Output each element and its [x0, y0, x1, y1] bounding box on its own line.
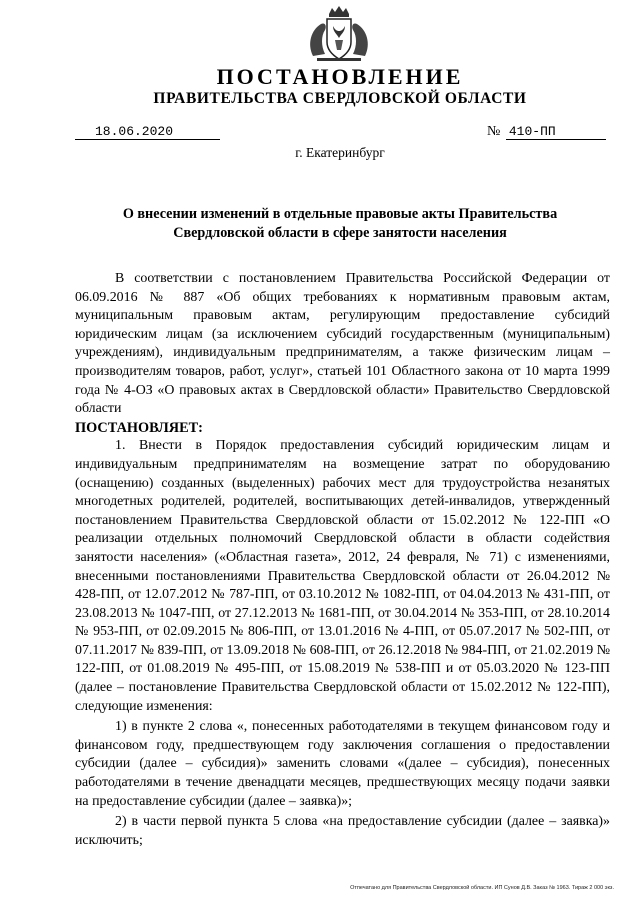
preamble-paragraph: В соответствии с постановлением Правительства Российской Федерации от 06.09.2016 № 887 «Об общих требованиях к нормативным правовым актам, муниципальным правовым актам, регулирующим предоставление субсидий юридическим лицам (за исключением субсидий государственным (муниципальным) учреждениям), индивидуальным предпринимателям, а также физическим лицам – производителям товаров, работ, услуг», статьей 101 Областного закона от 10 марта 1999 года № 4-ОЗ «О правовых актах в Свердловской области» Правительство Свердловской области [75, 271, 610, 417]
document-heading [70, 205, 610, 243]
subitem-1-paragraph: 1) в пункте 2 слова «, понесенных работодателями в текущем финансовом году и финансовом году, предшествующем году заключения соглашения о предоставлении субсидии (далее – субсидия)» заменить словами «(далее – субсидия), понесенных работодателями в течение двенадцати месяцев, предшествующих месяцу подачи заявки на предоставление субсидии (далее – заявка)»; [75, 719, 610, 809]
heading-line-1: О внесении изменений в отдельные правовые акты Правительства [122, 206, 558, 222]
number-sign: № [487, 124, 501, 139]
issuing-authority: ПРАВИТЕЛЬСТВА СВЕРДЛОВСКОЙ ОБЛАСТИ [153, 90, 527, 107]
number-value: 410-ПП [506, 124, 606, 140]
document-date: 18.06.2020 [75, 124, 220, 140]
heading-line-2: Свердловской области в сфере занятости населения [173, 225, 507, 241]
city: г. Екатеринбург [295, 145, 385, 160]
resolves-label: ПОСТАНОВЛЯЕТ: [75, 419, 203, 436]
item-1-paragraph: 1. Внести в Порядок предоставления субсидий юридическим лицам и индивидуальным предпринимателям на возмещение затрат по оборудованию (оснащению) созданных (выделенных) рабочих мест для трудоустройства незанятых многодетных родителей, родителей, воспитывающих детей-инвалидов, утвержденный постановлением Правительства Свердловской области от 15.02.2012 № 122-ПП «О реализации отдельных полномочий Свердловской области в области содействия занятости населения» («Областная газета», 2012, 24 февраля, № 71) с изменениями, внесенными постановлениями Правительства Свердловской области от 26.04.2012 № 428-ПП, от 12.07.2012 № 787-ПП, от 03.10.2012 № 1082-ПП, от 04.04.2013 № 431-ПП, от 23.08.2013 № 1047-ПП, от 27.12.2013 № 1681-ПП, от 30.04.2014 № 353-ПП, от 28.10.2014 № 953-ПП, от 02.09.2015 № 806-ПП, от 13.01.2016 № 4-ПП, от 05.07.2017 № 502-ПП, от 07.11.2017 № 839-ПП, от 13.09.2018 № 608-ПП, от 26.12.2018 № 984-ПП, от 21.02.2019 № 122-ПП, от 01.08.2019 № 495-ПП, от 15.08.2019 № 538-ПП и от 05.03.2020 № 123-ПП (далее – постановление Правительства Свердловской области от 15.02.2012 № 122-ПП), следующие изменения: [75, 438, 610, 714]
coat-of-arms-emblem [299, 4, 379, 64]
document-body [75, 270, 610, 850]
document-number [487, 124, 609, 140]
print-imprint: Отпечатано для Правительства Свердловской области. ИП Сунов Д.В. Заказ № 1963. Тираж 2 000 экз. [350, 885, 614, 891]
document-title: ПОСТАНОВЛЕНИЕ [216, 64, 464, 89]
subitem-2-paragraph: 2) в части первой пункта 5 слова «на предоставление субсидии (далее – заявка)» исключить; [75, 814, 610, 848]
